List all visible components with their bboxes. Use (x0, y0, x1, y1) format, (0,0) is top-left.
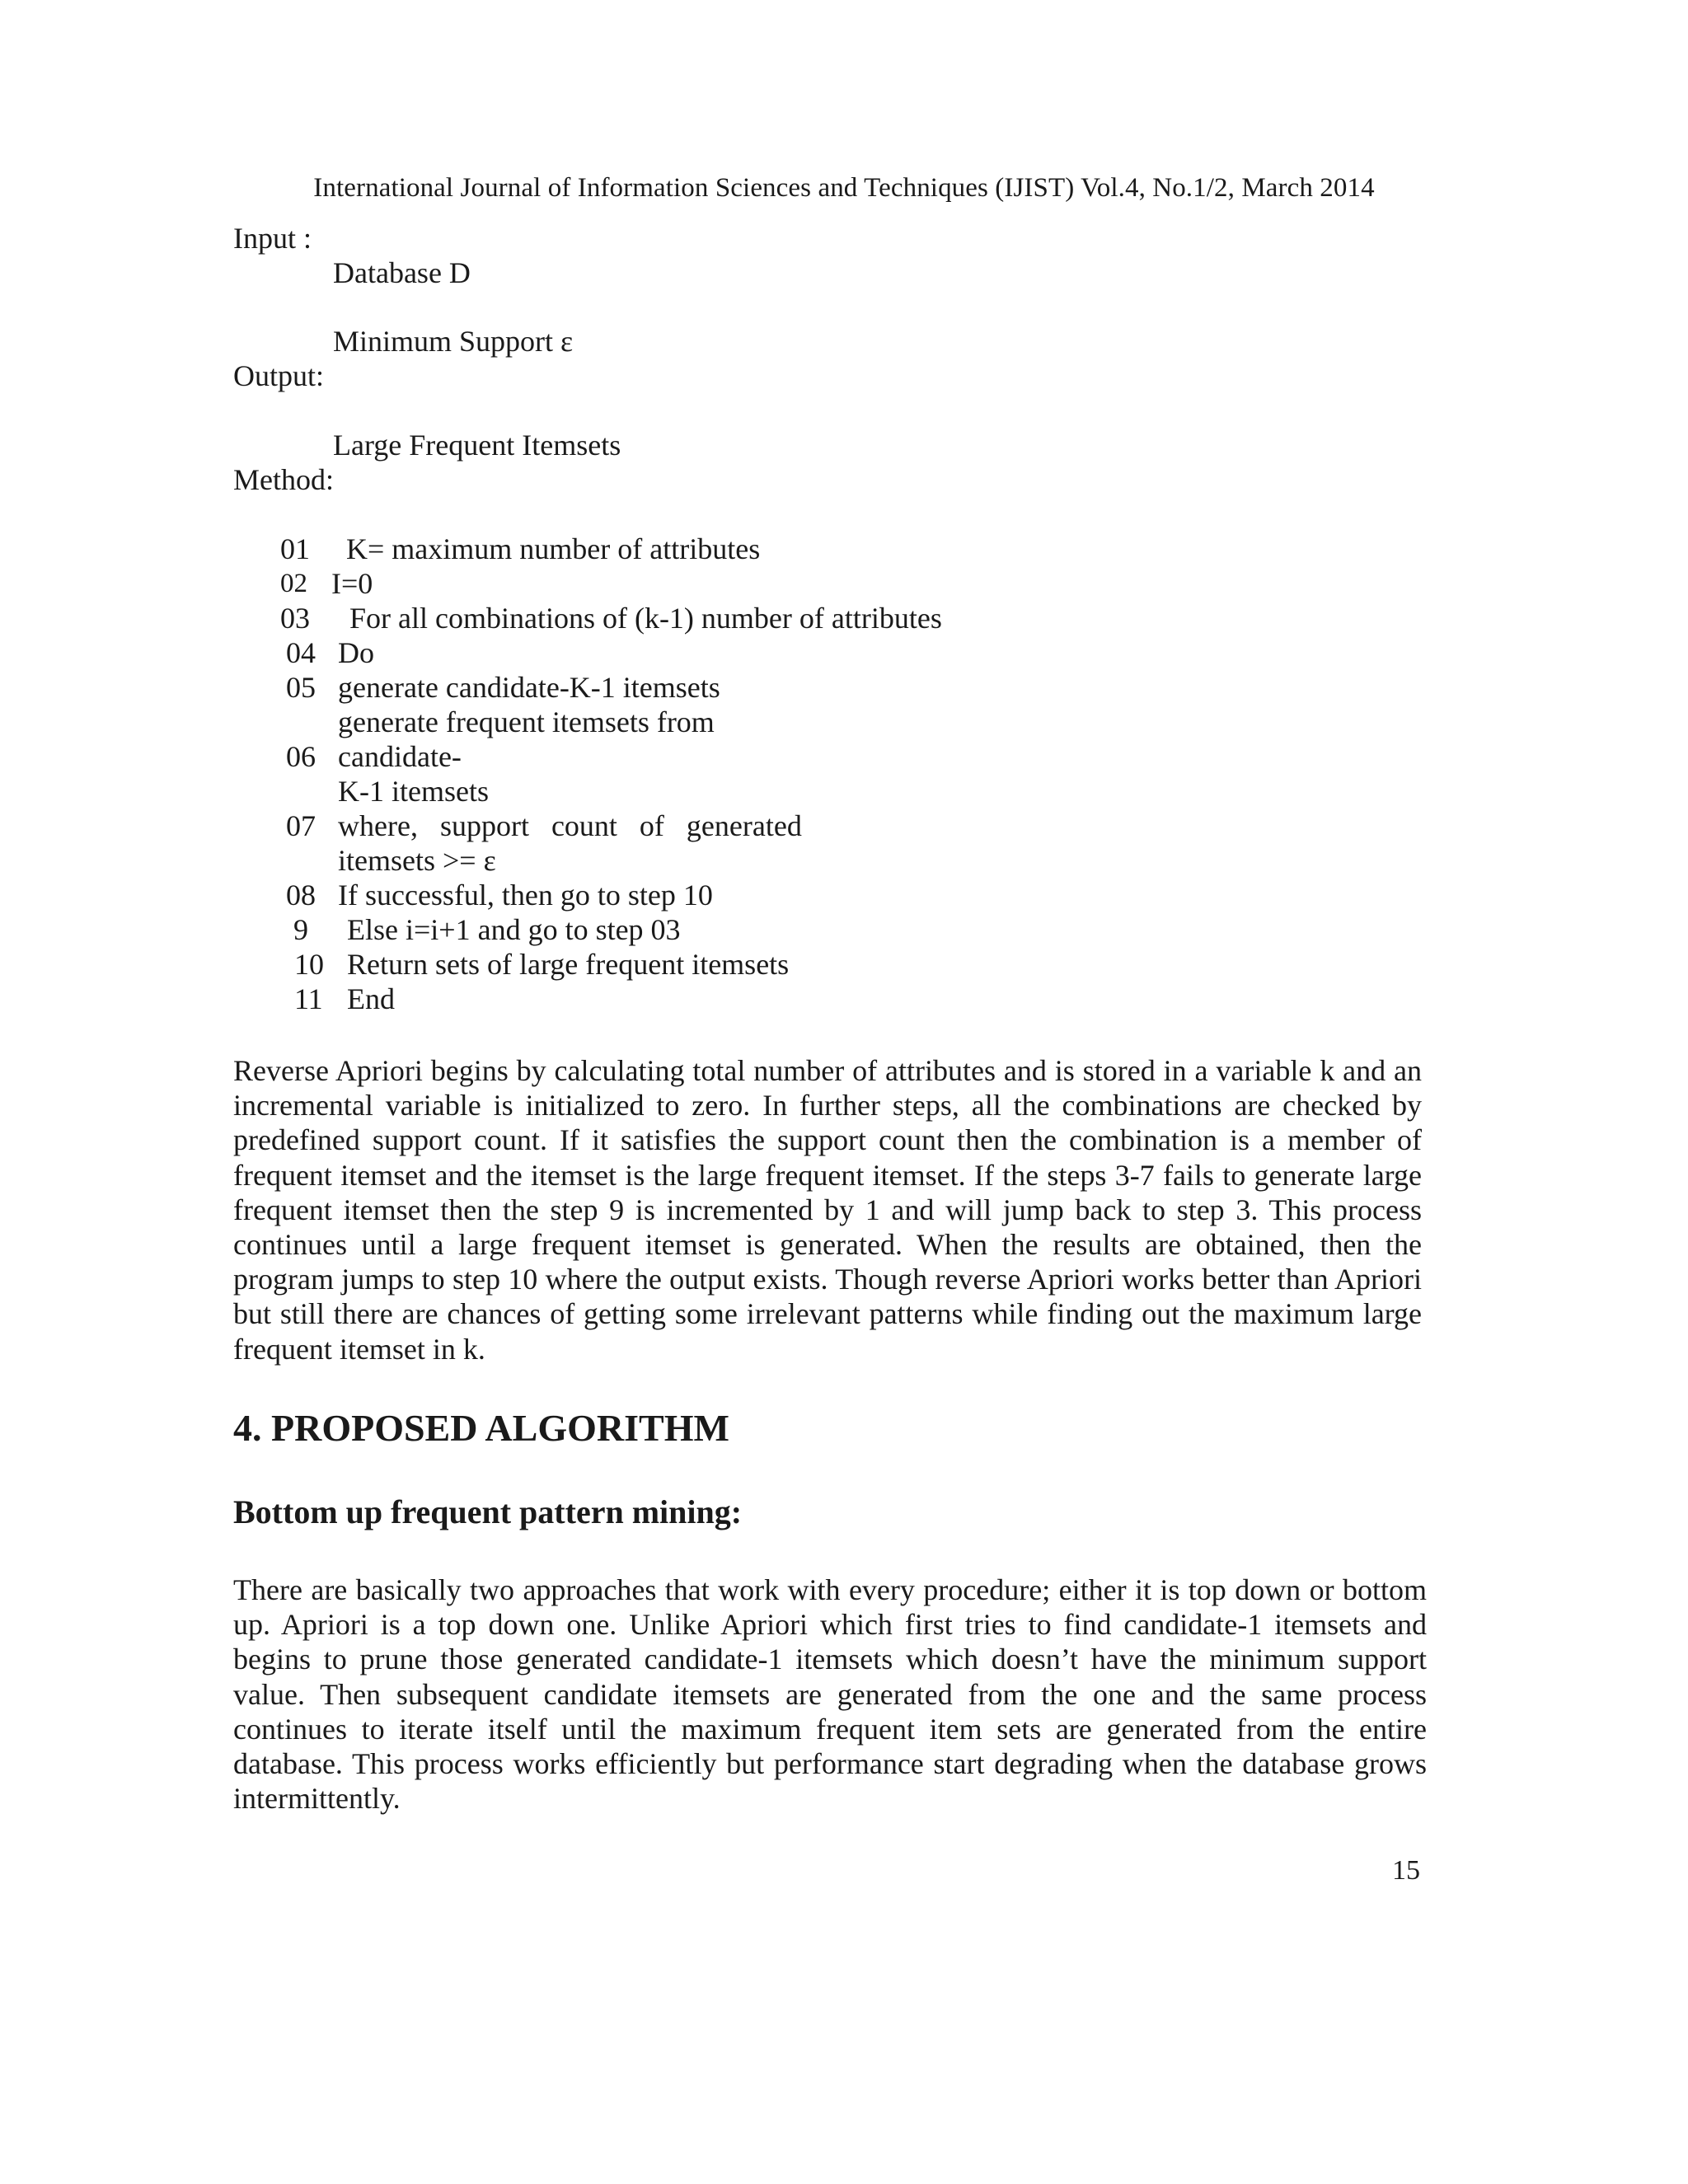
step-text: End (347, 982, 395, 1015)
step-number: 10 (294, 948, 324, 981)
step-text: generate frequent itemsets from (338, 705, 715, 738)
method-label: Method: (233, 463, 334, 496)
subsection-heading: Bottom up frequent pattern mining: (233, 1493, 743, 1530)
section-heading: 4. PROPOSED ALGORITHM (233, 1407, 729, 1449)
input-item-database: Database D (333, 256, 471, 289)
step-number: 03 (280, 602, 310, 635)
step-number: 01 (280, 532, 310, 565)
step-number: 05 (286, 671, 316, 704)
step-text: Return sets of large frequent itemsets (347, 948, 790, 981)
paragraph-bottom-up: There are basically two approaches that work with every procedure; either it is top down or bottom up. Apriori is a top down one. Unlike Apriori which first tries to find candidate-1 itemsets and begins to prune those generated candidate-1 itemsets which doesn’t have the minimum support value. Then subsequent candidate itemsets are generated from the one and the same process continues to iterate itself until the maximum frequent item sets are generated from the entire database. This process works efficiently but performance start degrading when the database grows intermittently. (233, 1573, 1427, 1816)
step-number: 02 (280, 569, 307, 598)
step-number: 08 (286, 879, 316, 912)
step-text: generate candidate-K-1 itemsets (338, 671, 720, 704)
output-label: Output: (233, 359, 325, 392)
page-number: 15 (1392, 1855, 1420, 1886)
step-text: Else i=i+1 and go to step 03 (347, 913, 681, 946)
step-number: 07 (286, 809, 316, 842)
input-item-min-support: Minimum Support ε (333, 325, 574, 358)
step-number: 04 (286, 636, 316, 669)
step-text: K-1 itemsets (338, 775, 489, 808)
output-item-large-frequent-itemsets: Large Frequent Itemsets (333, 429, 621, 462)
step-text: itemsets >= ε (338, 844, 496, 877)
step-text: candidate- (338, 740, 462, 773)
step-text: Do (338, 636, 374, 669)
step-text: I=0 (331, 567, 373, 600)
input-label: Input : (233, 222, 312, 255)
step-text: where, support count of generated (338, 809, 802, 842)
paragraph-reverse-apriori: Reverse Apriori begins by calculating total number of attributes and is stored in a variable k and an incremental variable is initialized to zero. In further steps, all the combinations are checked by predefined support count. If it satisfies the support count then the combination is a member of frequent itemset and the itemset is the large frequent itemset. If the steps 3-7 fails to generate large frequent itemset then the step 9 is incremented by 1 and will jump back to step 3. This process continues until a large frequent itemset is generated. When the results are obtained, then the program jumps to step 10 where the output exists. Though reverse Apriori works better than Apriori but still there are chances of getting some irrelevant patterns while finding out the maximum large frequent itemset in k. (233, 1054, 1422, 1366)
step-text: If successful, then go to step 10 (338, 879, 713, 912)
step-number: 11 (294, 982, 323, 1015)
running-header: International Journal of Information Sciences and Techniques (IJIST) Vol.4, No.1/2, March 2014 (313, 173, 1375, 203)
step-number: 9 (293, 913, 308, 946)
step-text: For all combinations of (k-1) number of attributes (349, 602, 942, 635)
step-number: 06 (286, 740, 316, 773)
step-text: K= maximum number of attributes (346, 532, 761, 565)
